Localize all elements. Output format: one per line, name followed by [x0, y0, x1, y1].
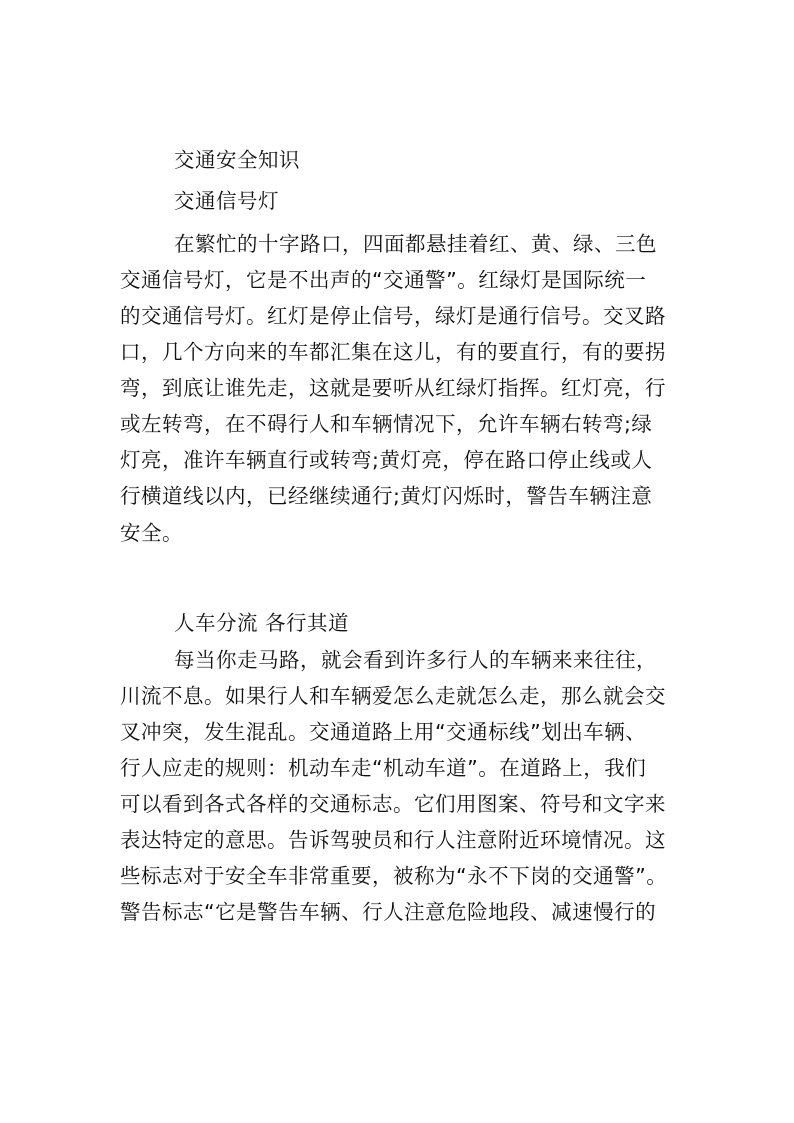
paragraph-line: 每当你走马路，就会看到许多行人的车辆来来往往， [174, 648, 657, 672]
paragraph-line: 行横道线以内，已经继续通行;黄灯闪烁时，警告车辆注意 [120, 484, 653, 508]
paragraph-line: 口，几个方向来的车都汇集在这儿，有的要直行，有的要拐 [120, 340, 666, 364]
paragraph-line: 可以看到各式各样的交通标志。它们用图案、符号和文字来 [120, 792, 666, 816]
paragraph-line: 交通信号灯，它是不出声的“交通警”。红绿灯是国际统一 [120, 268, 647, 292]
paragraph-line: 表达特定的意思。告诉驾驶员和行人注意附近环境情况。这 [120, 828, 666, 852]
paragraph-line: 叉冲突，发生混乱。交通道路上用“交通标线”划出车辆、 [120, 720, 647, 744]
paragraph-line: 在繁忙的十字路口，四面都悬挂着红、黄、绿、三色 [174, 232, 657, 256]
paragraph-line: 灯亮，准许车辆直行或转弯;黄灯亮，停在路口停止线或人 [120, 448, 653, 472]
section-heading-traffic-lights: 交通信号灯 [174, 189, 279, 213]
section-heading-pedestrian-vehicle: 人车分流 各行其道 [174, 611, 350, 635]
paragraph-line: 警告标志“它是警告车辆、行人注意危险地段、减速慢行的 [120, 900, 657, 924]
paragraph-line: 行人应走的规则：机动车走“机动车道”。在道路上，我们 [120, 756, 647, 780]
paragraph-line: 安全。 [120, 521, 183, 545]
paragraph-line: 些标志对于安全车非常重要，被称为“永不下岗的交通警”。 [120, 864, 668, 888]
paragraph-line: 川流不息。如果行人和车辆爱怎么走就怎么走，那么就会交 [120, 684, 666, 708]
paragraph-line: 的交通信号灯。红灯是停止信号，绿灯是通行信号。交叉路 [120, 304, 666, 328]
paragraph-line: 或左转弯，在不碍行人和车辆情况下，允许车辆右转弯;绿 [120, 412, 653, 436]
document-title: 交通安全知识 [174, 148, 300, 172]
paragraph-line: 弯，到底让谁先走，这就是要听从红绿灯指挥。红灯亮，行 [120, 376, 666, 400]
